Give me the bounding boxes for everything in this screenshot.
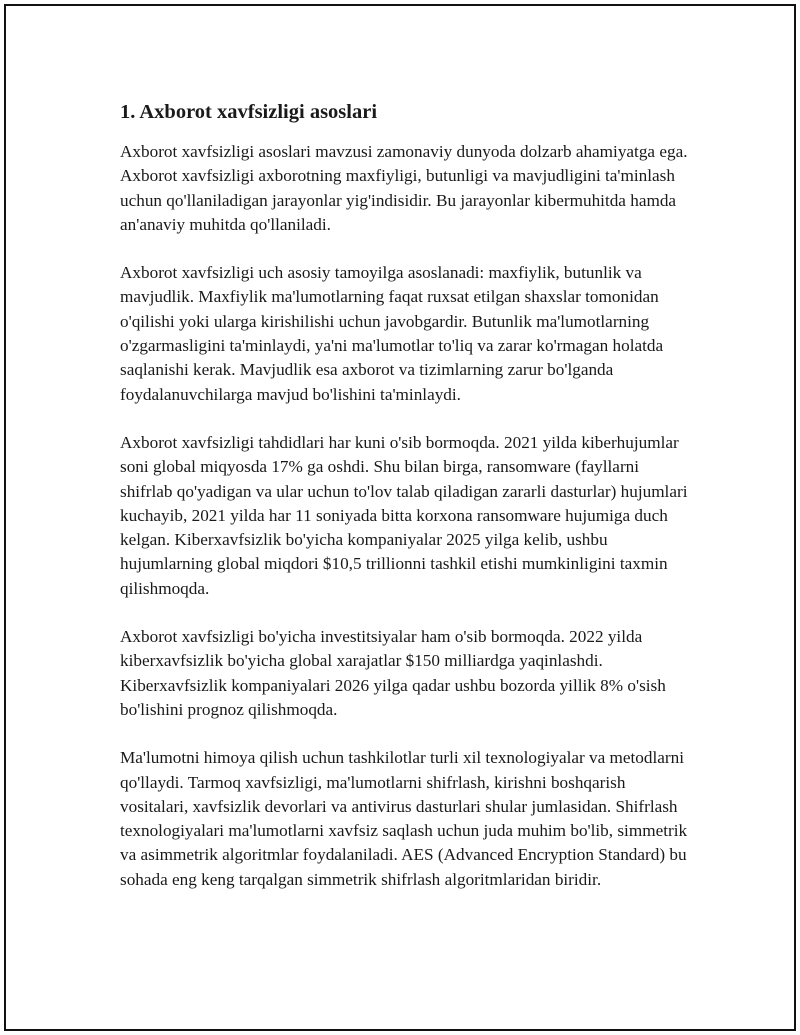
section-title: 1. Axborot xavfsizligi asoslari — [120, 101, 378, 123]
paragraph-intro: Axborot xavfsizligi asoslari mavzusi zamonaviy dunyoda dolzarb ahamiyatga ega. Axborot xavfsizligi axborotning maxfiyligi, butunligi va mavjudligini ta'minlash uchun qo'llaniladigan jarayonlar yig'indisidir. Bu jarayonlar kibermuhitda hamda an'anaviy muhitda qo'llaniladi. — [120, 142, 688, 234]
document-body — [120, 98, 690, 916]
paragraph-threats: Axborot xavfsizligi tahdidlari har kuni o'sib bormoqda. 2021 yilda kiberhujumlar soni global miqyosda 17% ga oshdi. Shu bilan birga, ransomware (fayllarni shifrlab qo'yadigan va ular uchun to'lov talab qiladigan zararli dasturlar) hujumlari kuchayib, 2021 yilda har 11 soniyada bitta korxona ransomware hujumiga duch kelgan. Kiberxavfsizlik bo'yicha kompaniyalar 2025 yilga kelib, ushbu hujumlarning global miqdori $10,5 trillionni tashkil etishi mumkinligini taxmin qilishmoqda. — [120, 432, 688, 598]
page-frame — [4, 4, 796, 1031]
paragraph-principles: Axborot xavfsizligi uch asosiy tamoyilga asoslanadi: maxfiylik, butunlik va mavjudlik. Maxfiylik ma'lumotlarning faqat ruxsat etilgan shaxslar tomonidan o'qilishi yoki ularga kirishilishi uchun javobgardir. Butunlik ma'lumotlarning o'zgarmasligini ta'minlaydi, ya'ni ma'lumotlar to'liq va zarar ko'rmagan holatda saqlanishi kerak. Mavjudlik esa axborot va tizimlarning zarur bo'lganda foydalanuvchilarga mavjud bo'lishini ta'minlaydi. — [120, 263, 664, 404]
paragraph-investments: Axborot xavfsizligi bo'yicha investitsiyalar ham o'sib bormoqda. 2022 yilda kiberxavfsizlik bo'yicha global xarajatlar $150 milliardga yaqinlashdi. Kiberxavfsizlik kompaniyalari 2026 yilga qadar ushbu bozorda yillik 8% o'sish bo'lishini prognoz qilishmoqda. — [120, 627, 666, 719]
paragraph-technologies: Ma'lumotni himoya qilish uchun tashkilotlar turli xil texnologiyalar va metodlarni qo'llaydi. Tarmoq xavfsizligi, ma'lumotlarni shifrlash, kirishni boshqarish vositalari, xavfsizlik devorlari va antivirus dasturlari shular jumlasidan. Shifrlash texnologiyalari ma'lumotlarni xavfsiz saqlash uchun juda muhim bo'lib, simmetrik va asimmetrik algoritmlar foydalaniladi. AES (Advanced Encryption Standard) bu sohada eng keng tarqalgan simmetrik shifrlash algoritmlaridan biridir. — [120, 748, 688, 889]
